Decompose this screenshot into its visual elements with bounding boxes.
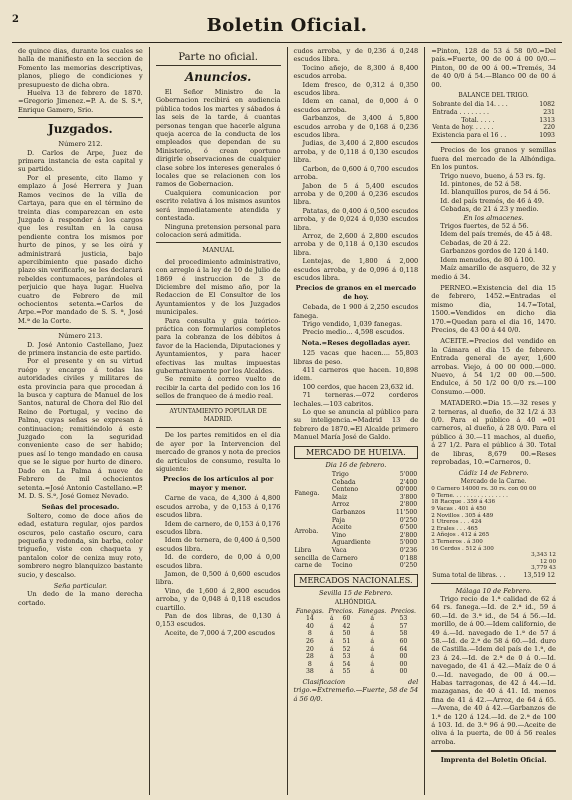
precio-line: Garbanzos gordos de 120 á 140.: [440, 247, 549, 256]
sevilla-cell: 38: [305, 668, 314, 676]
sevilla-cell: 55: [342, 668, 351, 676]
column-3: [287, 47, 425, 795]
sevilla-row: [294, 661, 419, 669]
sevilla-cell: 53: [342, 653, 351, 661]
huelva-item-price: 0'250: [399, 516, 418, 524]
sevilla-cell: 00: [399, 668, 408, 676]
sevilla-cell: á: [329, 630, 334, 638]
precio-item: Garbanzos, de 3,400 á 5,800 escudos arroba y de 0,168 á 0,236 escudos libra.: [293, 114, 419, 140]
matadero-paragraph: MATADERO.=Dia 15.—32 reses y 2 terneras, al dueño, de 32 1/2 á 33 0/0. Para el público á 40 =01 carneros, al dueño, á 28 0/0. Para el público á 30.—11 machos, al dueño, á 27 1/2. Para el público á 30. Total de libras, 8,679 00.=Reses reprobadas, 10.=Carneros, 0.: [431, 399, 556, 467]
precio-item: Idem de ternera, de 0,400 á 0,500 escudos libra.: [155, 536, 281, 553]
precio-line: Cebadas, de 21 á 23 y medio.: [440, 205, 539, 214]
sevilla-cell: 20: [305, 645, 314, 653]
huelva-item-price: 5'000: [399, 471, 418, 479]
cadiz-line: 2 Erales . . . 465: [431, 525, 478, 532]
anuncios-paragraph-3: Ninguna pretension personal para colocacion será admitida.: [155, 222, 281, 239]
granos-item: Cebada, de 1 900 á 2,250 escudos fanega.: [293, 303, 419, 320]
sevilla-row: [294, 615, 419, 623]
cadiz-line: 3 Terneros . á 300: [431, 539, 483, 545]
sevilla-cell: 42: [342, 622, 351, 630]
cadiz-total-value: 13,519 12: [523, 571, 555, 579]
precio-item: Patatas, de 0,400 á 0,500 escudos arroba, y de 0,024 á 0,030 escudos libra.: [293, 206, 419, 232]
sevilla-cell: 26: [305, 638, 314, 645]
sevilla-row: [294, 653, 419, 661]
precio-line: Trigo nuevo, bueno, á 53 rs. fg.: [440, 171, 546, 180]
huelva-item-price: 0'236: [399, 547, 418, 555]
cadiz-subtotal: 3,343 12: [531, 552, 556, 559]
huelva-item-price: 6'500: [399, 524, 418, 532]
perneo-paragraph: PERNEO.=Existencia del dia 15 de febrero, 1452.=Entradas el mismo dia, 14.7=Total, 1500.=Vendidos en dicho dia 170.=Quedan para el dia 16, 1470. Precios, de 43 00 á 44 0/0.: [431, 283, 556, 334]
sevilla-cell: 53: [399, 615, 408, 623]
huelva-item-name: Vaca: [331, 547, 347, 555]
cadiz-line: 18 Racque . 359 á 436: [431, 499, 496, 506]
manual-paragraph-3: Se remite á correo vuelto de recibir la carta del pedido con los 16 sellos de franqueo de á medio real.: [155, 375, 281, 401]
precios-list: [156, 494, 281, 637]
particular-text: Un dedo de la mano derecha cortado.: [18, 590, 143, 607]
divider: [431, 583, 556, 584]
signs-text: Soltero, como de doce años de edad, estatura regular, ojos pardos oscuros, pelo castaño oscuro, cara pequeña y redonda, sin barba, color trigueño, viste con chaqueta y pantalon color de ceniza muy roto, sombrero negro blanquizco bastante sucio, y descalso.: [18, 511, 143, 579]
huelva-item-name: Tocino: [331, 562, 353, 570]
balance-label: Total. . . . .: [461, 116, 495, 124]
huelva-item-name: Aguardiente: [331, 539, 371, 547]
ayuntamiento-title: AYUNTAMIENTO POPULAR DE: [169, 407, 267, 415]
sevilla-cell: á: [329, 622, 334, 630]
anuncios-paragraph-1: El Señor Ministro de la Gobernacion recibirá en audiencia pública todos los martes y sábados á las seis de la tarde, á cuantas personas tengan que hacerle alguna queja acerca de la conducta de los empleados que dependan de su Ministerio, ó crean oportuno dirigirle observaciones de cualquier clase sobre los intereses generales ó locales que se relacionen con los ramos de Gobernacion.: [155, 88, 281, 189]
sevilla-rows: [294, 615, 419, 676]
cadiz-total-label: Suma total de libras. . .: [432, 571, 506, 579]
precio-line: Id. blanquillos puros, de 54 á 56.: [440, 188, 551, 197]
precio-item: Pan de dos libras, de 0,130 á 0,153 escudos.: [155, 611, 281, 629]
huelva-item-name: Paja: [331, 516, 346, 524]
sevilla-header: Precios.: [390, 607, 416, 615]
sevilla-header: Fanegas.: [295, 607, 324, 615]
cadiz-line: 1 Utreros . . . 424: [431, 519, 482, 526]
divider: [156, 404, 281, 405]
imprenta-footer: Imprenta del Boletin Oficial.: [440, 756, 547, 765]
sevilla-row: [294, 668, 419, 676]
sevilla-table: [294, 608, 419, 676]
precio-item: Tocino añejo, de 8,300 á 8,400 escudos arroba.: [293, 63, 419, 81]
fomento-paragraph: de quince dias, durante los cuales se halla de manifiesto en la seccion de Fomento las memorias descriptivas, planos, pliego de condiciones y presupuesto de dicha obra.: [18, 47, 143, 89]
balance-value: 1093: [539, 131, 555, 139]
precios-title: Precios de los artículos al por mayor y menor.: [163, 475, 274, 492]
sevilla-cell: 64: [399, 645, 408, 653]
sevilla-subtitle: ALHÓNDIGA.: [334, 599, 377, 607]
sevilla-cell: á: [370, 630, 375, 638]
huelva-item-price: 5'000: [399, 539, 418, 547]
cadiz-total-table: [431, 572, 556, 580]
huelva-item-name: Cebada: [331, 478, 356, 486]
signs-title: Señas del procesado.: [41, 503, 120, 512]
sevilla-cell: á: [370, 645, 375, 653]
sevilla-cell: 14: [305, 615, 314, 623]
balance-value: 1082: [539, 101, 555, 109]
precio-item: Idem en canal, de 0,000 á 0 escudos arroba.: [293, 97, 419, 114]
huelva-item-name: Vino: [331, 531, 346, 539]
huelva-item-price: 11'500: [395, 509, 418, 517]
cadiz-subtitle: Mercado de la Carne.: [460, 477, 527, 485]
huelva-item-price: 0'250: [399, 562, 418, 570]
huelva-item-name: Trigo: [331, 471, 349, 479]
notice-212-title: Número 212.: [58, 140, 103, 149]
divider: [431, 750, 556, 752]
mercados-nacionales-title: MERCADOS NACIONALES.: [294, 574, 419, 587]
fomento-signature: Huelva 13 de febrero de 1870. =Gregorio Jimenez.=P. A. de S. S.ª, Enrique Gamero, Srio.: [18, 89, 143, 114]
sevilla-row: [294, 623, 419, 631]
precio-item: cudos arroba, y de 0,236 á 0,248 escudos libra.: [293, 47, 419, 64]
sevilla-cell: 57: [399, 622, 408, 630]
anuncios-title: Anuncios.: [184, 70, 252, 84]
huelva-item-price: 00'000: [395, 486, 418, 494]
huelva-item-name: Garbanzos: [331, 509, 366, 517]
sevilla-cell: á: [370, 638, 375, 645]
section-juzgados: Juzgados.: [48, 122, 113, 137]
huelva-table: [294, 471, 419, 570]
balance-label: Entrada . . . . . . . .: [432, 109, 490, 117]
cadiz-line: 2 Añojos . 412 á 265: [431, 532, 490, 539]
huelva-item-name: Carnero: [331, 554, 358, 562]
sevilla-cell: 40: [305, 622, 314, 630]
manual-paragraph-2: Para consulta y guia teórico-práctica con formularios completos para la cobranza de los débitos á favor de la Hacienda, Diputaciones y Ayuntamientos, y para hacer efectivas las multas impuestas gubernativamente por los Alcaldes.: [155, 316, 281, 375]
malaga-title: Málaga 10 de Febrero.: [455, 586, 532, 595]
malaga-paragraph: Trigo recio de 1.ª calidad de 62 á 64 rs. fanega.—Id. de 2.ª id., 59 á 60.—Id. de 3.ª id., de 54 á 56.—Id. morillo, de á 00.—Idem californio, de 49 á.—Id. navegado de 1.ª de 57 á 58.—Id. de 2.ª de 58 á 60.—Id. duro de Castilla.—Idem del país de 1.ª, de 23 á 24.—Id. de 2.ª de 0 á 0.—Id. navegado, de 41 á 42.—Maíz de 0 á 0.—Id. navegado, de 00 á 00.—Habas tarragonas, de 42 á 44.—Id. mazaganas, de 40 á 41. Id. menos fina de 41 á 42.—Arroz, de 64 á 65.—Avena, de 40 á 42.—Garbanzos de 1.ª de 120 á 124.—Id. de 2.ª de 100 á 103. Id. de 3.ª 96 á 90.—Aceite de oliva á la puerta, de 00 á 56 reales arroba.: [431, 594, 556, 746]
aceite-paragraph: ACEITE.=Precios del vendido en la Cámara el dia 15 de febrero. Entrada general de ayer, 1,600 arrobas. Viejo, á 00 00 000.—000. Nuevo, á 54 1/2 00 00.—500. Endulce, á 50 1/2 00 0/0 rs.—100 Consumo.—000.: [431, 337, 556, 396]
balance-value: 231: [543, 109, 555, 117]
masthead-rule: [12, 42, 562, 43]
precio-line: Id. del país tremés, de 46 á 49.: [440, 196, 544, 205]
divider: [431, 142, 556, 143]
balance-table: [431, 101, 556, 139]
precio-item: Idem fresco, de 0,312 á 0,350 escudos libra.: [293, 80, 419, 98]
sevilla-cell: 8: [307, 630, 312, 638]
reses-title: Nota.=Reses degolladas ayer.: [301, 338, 411, 347]
precio-item: Vino, de 1,600 á 2,800 escudos arroba, y de 0,048 á 0,118 escudos cuartillo.: [155, 586, 281, 612]
sevilla-footnote: Clasificacion del trigo.=Extremeño.—Fuerte, 58 de 54 á 56 0/0.: [293, 677, 419, 703]
precio-line: Trigos fuertes, de 52 á 56.: [440, 222, 529, 231]
particular-title: Seña particular.: [53, 581, 107, 590]
anuncios-paragraph-2: Cualquiera comunicacion por escrito relativa á los mismos asuntos será inmediatamente atendida y contestada.: [155, 188, 281, 223]
sevilla-row: [294, 646, 419, 654]
cadiz-subtotal: 12 00: [539, 558, 556, 565]
trigo-clasificacion: =Pinton, 128 de 53 á 58 0/0.=Del país.=Fuerte, 00 de 00 á 00 0/0.—Pinton, 00 de 00 á 00.=Tremés, 34 de 40 0/0 á 54.—Blanco 00 de 00 á 00.: [431, 47, 556, 89]
precio-line: En los almacenes.: [463, 213, 524, 222]
precio-item: Jabon de 5 á 5,400 escudos arroba y de 0,200 á 0,236 escudos libra.: [293, 181, 419, 207]
sevilla-cell: 00: [399, 660, 408, 668]
sevilla-cell: 8: [307, 660, 312, 668]
sevilla-cell: 28: [305, 653, 314, 661]
cadiz-list: [431, 486, 556, 572]
divider: [18, 117, 143, 118]
precio-item: Arroz, de 2,600 á 2,800 escudos arroba y de 0,118 á 0,130 escudos libra.: [293, 231, 419, 257]
precio-item: Id. de cordero, de 0,00 á 0,00 escudos libra.: [155, 553, 281, 570]
sevilla-row: [294, 630, 419, 638]
notice-213-body: Por el presente y en su virtud ruégo y encargo á todas las autoridades civiles y militares de esta provincia para que procedan á la busca y captura de Manuel de los Santos, natural de Chora del Rio del Reino de Portugal, y vecino de Palma, cuyas señas se expresan á continuacion; remitiéndolo á este Juzgado con la seguridad conveniente caso de ser habido; pues así lo tengo mandado en causa que se le sigue por hurto de dinero. Dado en La Palma á nueve de Febrero de mil ochocientos setenta.=José Antonio Castellano.=P. M. D. S. S.ª, José Gomez Nevado.: [18, 357, 143, 500]
cadiz-line: 2 Novillos . 305 á 489: [431, 512, 494, 519]
mercado-huelva-date: Dia 16 de febrero.: [325, 460, 387, 469]
arroba-label: Arroba.: [294, 528, 319, 536]
masthead-title: Boletin Oficial.: [206, 15, 368, 36]
sevilla-cell: á: [370, 660, 375, 668]
huelva-item-name: Aceite: [331, 524, 352, 532]
divider: [18, 328, 143, 329]
sevilla-cell: á: [370, 668, 375, 676]
precio-item: Judias, de 3,400 á 2,800 escudos arroba, y de 0,118 á 0,130 escudos libra.: [293, 139, 419, 165]
sevilla-cell: á: [329, 668, 334, 676]
precios-continued: [294, 47, 419, 282]
huelva-item-price: 3'800: [399, 493, 418, 501]
reses-paragraph: Lo que se anuncia al público para su inteligencia.=Madrid 13 de febrero de 1870.=El Alcalde primero Manuel María José de Galdo.: [293, 408, 419, 442]
precios-fuera-paragraph: Precios de los granos y semillas fuera del mercado de la Alhóndiga. En los puntos.: [431, 146, 556, 172]
reses-item: 125 vacas que hacen.... 55,803 libras de peso.: [293, 349, 419, 366]
sevilla-cell: á: [329, 653, 334, 661]
fanega-label: Fanega.: [294, 490, 320, 498]
page-number: 2: [12, 14, 19, 25]
manual-title: MANUAL: [202, 246, 235, 255]
notice-212-body: Por el presente, cito llamo y emplazo á José Herrera y Juan Ramos vecinos de la villa de Cartaya, para que en el término de treinta dias comparezcan en este Juzgado á responder á los cargos que les resultan en la causa pendiente contra los mismos por hurto de pinos, y se les oirá y administrará justicia, bajo apercibimiento que pasado dicho plazo sin verificarlo, se les declarará rebeldes contumaces, parándoles el perjuicio que haya lugar. Huelva cuatro de Febrero de mil ochocientos setenta.=Carlos de Arpe.=Por mandado de S. S. ª, José M.ª de la Corte.: [18, 173, 143, 325]
balance-label: Sobrante del dia 14. . . .: [432, 101, 508, 109]
huelva-item-name: Centeno: [331, 486, 359, 494]
sevilla-cell: 51: [342, 638, 351, 645]
precio-line: Cebadas, de 20 á 22.: [440, 238, 511, 247]
huelva-item-name: Maiz: [331, 493, 348, 501]
precio-item: Aceite, de 7,000 á 7,200 escudos: [164, 628, 275, 637]
ayuntamiento-paragraph: De los partes remitidos en el dia de ayer por la Intervencion del mercado de granos y nota de precios de artículos de consumo, resulta lo siguiente:: [155, 431, 281, 474]
sevilla-row: [294, 638, 419, 646]
sevilla-header: Fanegas.: [358, 607, 387, 615]
sevilla-cell: 60: [399, 638, 408, 645]
sevilla-cell: á: [370, 615, 375, 623]
sevilla-cell: á: [329, 645, 334, 653]
balance-label: Venta de hoy. . . . . .: [432, 124, 494, 132]
precio-line: Id. pintones, de 52 á 58.: [440, 180, 522, 189]
sevilla-cell: á: [329, 638, 334, 645]
precio-line: Idem menudos, de 80 á 100.: [440, 255, 536, 264]
sevilla-cell: 58: [399, 630, 408, 638]
precio-item: Carne de vaca, de 4,300 á 4,800 escudos arroba, y de 0,153 á 0,176 escudos libra.: [155, 494, 281, 520]
granos-item: Trigo vendido, 1,039 fanegas.: [302, 320, 403, 328]
cadiz-title: Cádiz 14 de Febrero.: [458, 469, 529, 478]
balance-title: BALANCE DEL TRIGO.: [458, 92, 529, 100]
sevilla-cell: á: [370, 622, 375, 630]
precio-item: Carbon, de 0,600 á 0,700 escudos arroba.: [293, 164, 419, 182]
sevilla-cell: 54: [342, 660, 351, 668]
sevilla-header: Precios.: [328, 607, 354, 615]
sevilla-cell: á: [370, 653, 375, 661]
notice-213-intro: D. José Antonio Castellano, Juez de primera instancia de este partido.: [18, 340, 143, 357]
reses-item: 411 carneros que hacen. 10,898 idem.: [293, 366, 419, 383]
notice-213-title: Número 213.: [58, 332, 103, 341]
cadiz-line: 0 Carnero 14000 rs. 30 rs. con 00 00: [431, 486, 537, 493]
cadiz-line: 0 Terne. . . . . . . . . . . . . . . .: [431, 492, 508, 499]
precio-item: Lentejas, de 1,800 á 2,000 escudos arroba, y de 0,096 á 0,118 escudos libra.: [293, 257, 419, 282]
column-1: [12, 47, 149, 795]
sevilla-cell: 60: [342, 615, 351, 623]
sevilla-cell: á: [329, 615, 334, 623]
ayuntamiento-subtitle: MADRID.: [203, 416, 233, 424]
granos-title: Precios de granos en el mercado de hoy.: [295, 284, 417, 301]
reses-item: 71 terneras.—072 corderos lechales.—103 cabritos.: [293, 391, 419, 408]
sevilla-cell: 50: [342, 630, 351, 638]
huelva-item-price: 2'400: [399, 478, 418, 486]
precio-item: Idem de carnero, de 0,153 á 0,176 escudos libra.: [155, 519, 281, 536]
precio-line: Maíz amarillo de asquero, de 32 y medio á 34.: [431, 264, 556, 281]
huelva-item-name: Arroz: [331, 501, 350, 509]
section-parte-no-oficial: Parte no oficial.: [156, 51, 281, 66]
huelva-item-price: 2'800: [399, 501, 418, 509]
cadiz-subtotal: 3,779 43: [531, 565, 556, 572]
precios-fuera-list: [431, 172, 556, 281]
sevilla-cell: á: [329, 660, 334, 668]
balance-value: 1313: [539, 116, 555, 124]
divider: [156, 427, 281, 428]
huelva-item-price: 2'800: [399, 531, 418, 539]
column-2: [149, 47, 287, 795]
balance-value: 220: [543, 124, 555, 132]
sevilla-cell: 00: [399, 653, 408, 661]
columns: [12, 47, 562, 795]
sevilla-cell: 52: [342, 645, 351, 653]
manual-paragraph-1: del procedimiento administrativo, con arreglo á la ley de 10 de Julio de 1869 é instruccion de 3 de Diciembre del mismo año, por la Redaccion de El Consultor de los Ayuntamientos y de los Juzgados municipales.: [155, 257, 281, 317]
precio-item: Jamon, de 0,500 á 0,600 escudos libra.: [155, 569, 281, 587]
mercado-huelva-title: MERCADO DE HUELVA.: [294, 446, 419, 459]
granos-item: Precio medio... 4,598 escudos.: [302, 328, 405, 337]
sevilla-date: Sevilla 15 de Febrero.: [319, 588, 393, 597]
huelva-item-price: 0'188: [399, 554, 418, 562]
reses-item: 100 cerdos, que hacen 23,632 id.: [302, 382, 414, 391]
precio-line: Idem del país tremés, de 45 á 48.: [440, 230, 553, 239]
notice-212-intro: D. Carlos de Arpe, Juez de primera instancia de esta capital y su partido.: [18, 148, 143, 174]
balance-label: Existencia para el 16 . .: [432, 131, 507, 139]
cadiz-line: 16 Cerdos . 512 á 300: [431, 545, 494, 552]
divider: [156, 242, 281, 243]
libra-label: Libra sencilla de carne de: [294, 547, 330, 570]
cadiz-line: 9 Vacas . 401 á 450: [431, 506, 487, 513]
column-4: [424, 47, 562, 795]
